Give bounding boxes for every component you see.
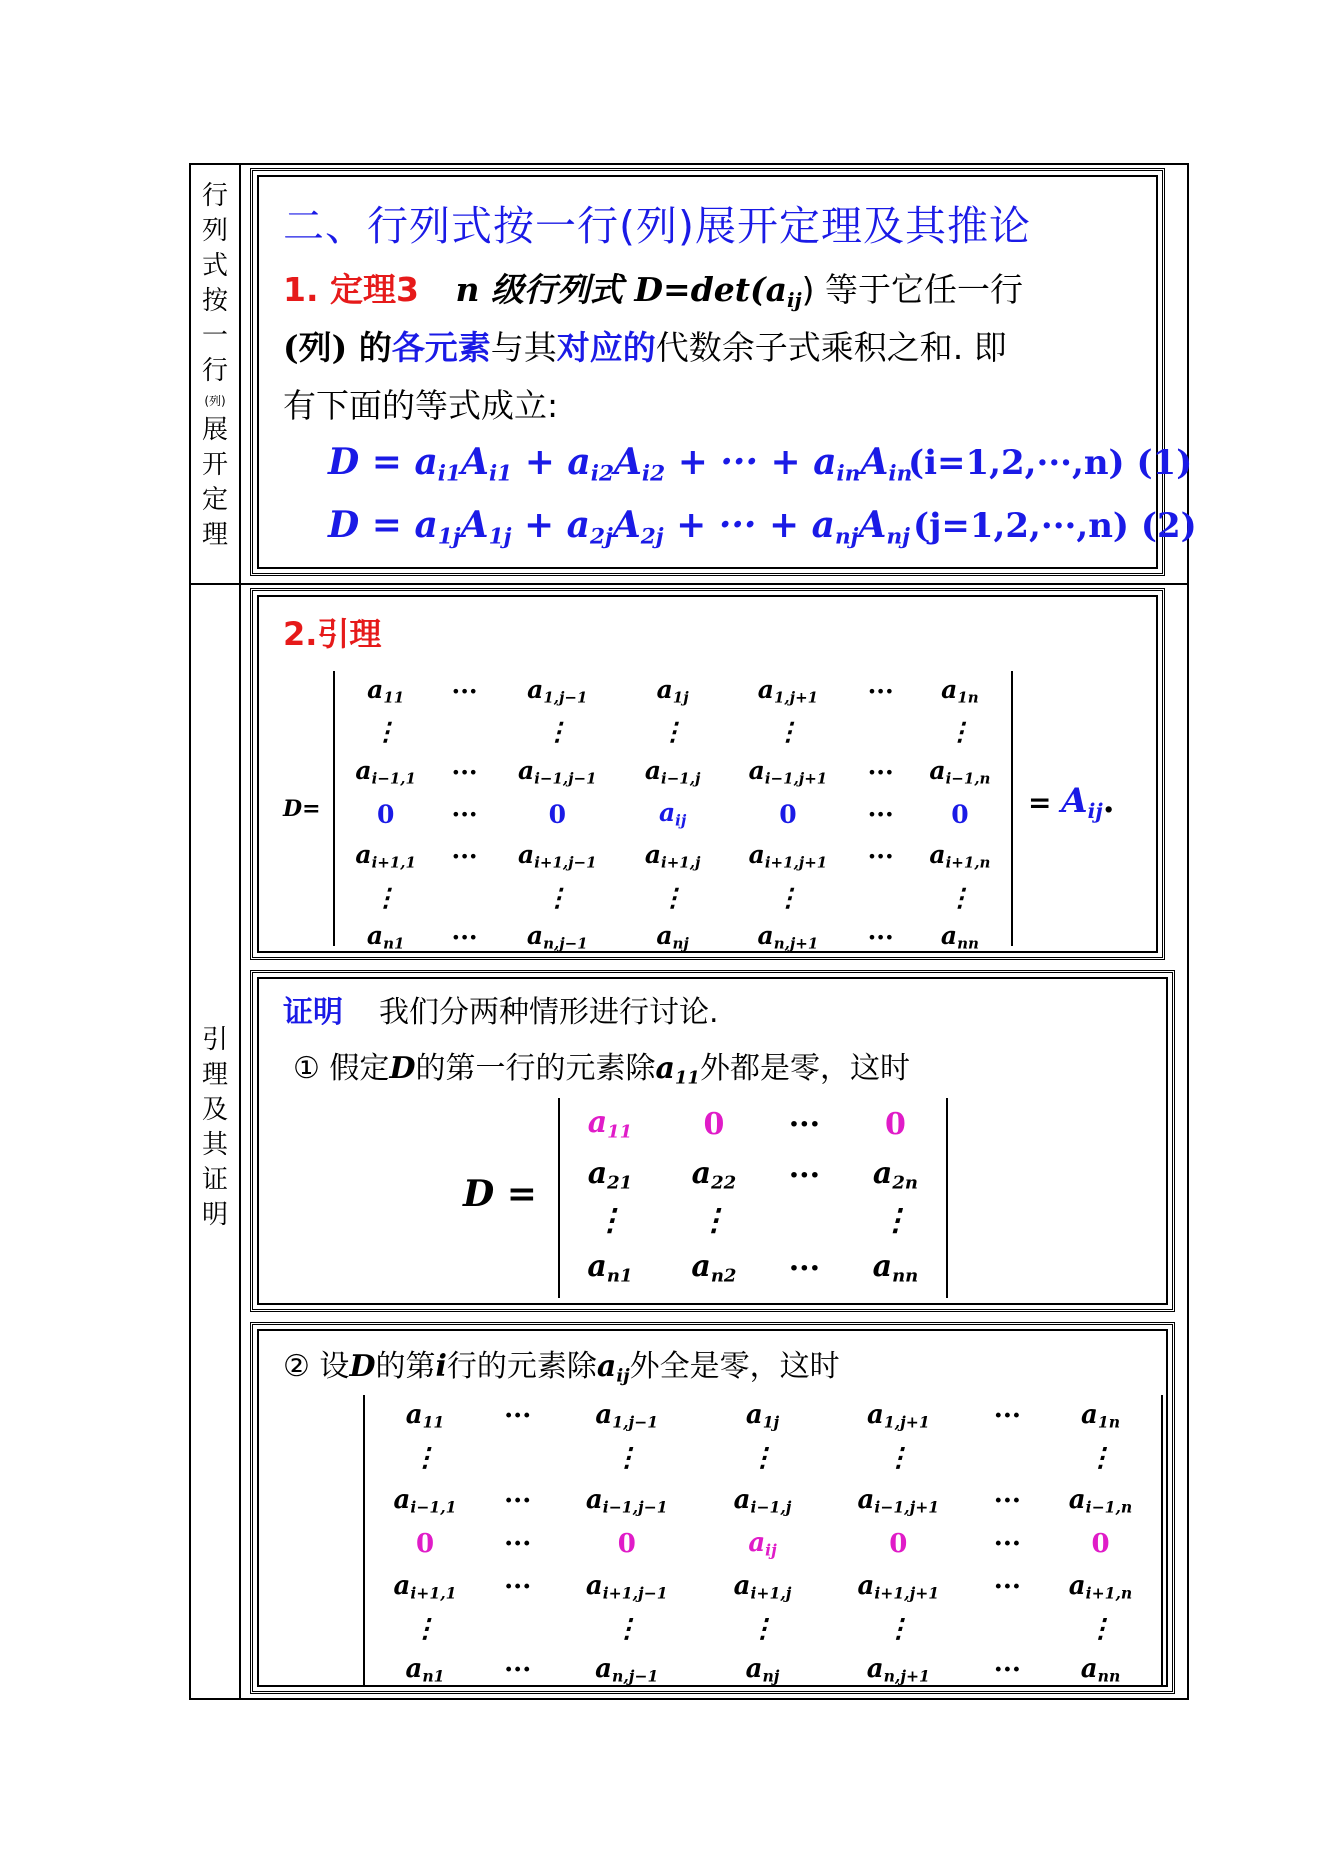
sidebar-char: (列): [204, 394, 226, 408]
sidebar-bottom-label: [191, 1023, 239, 1233]
theorem-label: 1. 定理3: [283, 270, 419, 309]
sidebar-char: 行: [201, 181, 228, 211]
theorem-text-e: 代数余子式乘积之和. 即: [655, 328, 1007, 367]
sidebar-top-label: [191, 179, 239, 553]
det-bar-right: [1011, 671, 1013, 946]
proof-heading-line: [283, 987, 719, 1031]
det-bar-right: [946, 1098, 948, 1298]
column-divider: [239, 165, 241, 1698]
sidebar-char: 开: [201, 450, 228, 480]
formula-2-tag: (j=1,2,···,n) (2): [913, 506, 1197, 546]
theorem-sub: ij: [787, 287, 802, 312]
sidebar-char: 引: [201, 1025, 228, 1055]
case2-line: ② 设D的第i行的元素除$a_{ij}$外全是零，这时: [283, 1349, 840, 1387]
theorem-line-3: 有下面的等式成立:: [283, 386, 559, 425]
proof-label: 证明: [283, 995, 343, 1030]
proof-intro: 我们分两种情形进行讨论.: [379, 995, 719, 1030]
sidebar-char: 行: [201, 356, 228, 386]
formula-column-expansion: $D = a_{1j}A_{1j} + a_{2j}A_{2j}$ + ··· + $a_{nj}A_{nj}$: [328, 504, 910, 550]
formula-1-tag: (i=1,2,···,n) (1): [908, 443, 1193, 483]
proof-case1-panel: [250, 970, 1175, 1312]
case1-line: ① 假定D的第一行的元素除$a_{11}$外都是零，这时: [293, 1051, 910, 1089]
case2-determinant: $a_{11}$ ··· $a_{1,j-1}$ $a_{1j}$ $a_{1,j+1}$ ··· $a_{1n}$ ⋮ ⋮ ⋮ ⋮ ⋮ $a_{i-1,1}$ ··· $a_{i-1,j-1}$ $a_{i-1,j}$ $a_{i-1,j+1}$ ··· $a_{i-1,n}$ 0 ··· 0 $a_{ij}$ 0 ··· 0 $a_{i+1,1}$ ··· $a_{i+1,j-1}$ $a_{i+1,j}$ $a_{i+1,j+1}$ ··· $a_{i+1,n}$ ⋮ ⋮ ⋮ ⋮ ⋮ $a_{n1}$ ··· $a_{n,j-1}$ $a_{nj}$ $a_{n,j+1}$ ··· $a_{nn}$: [363, 1395, 1163, 1687]
sidebar-char: 及: [201, 1095, 228, 1125]
det-bar-right: [1161, 1395, 1163, 1687]
sidebar-char: 列: [201, 216, 228, 246]
sidebar-char: 证: [201, 1165, 228, 1195]
theorem-text-a: n 级行列式 D=det(a: [455, 270, 787, 309]
det-bar-left: [558, 1098, 560, 1298]
formula-row-expansion: $D = a_{i1}A_{i1} + a_{i2}A_{i2}$ + ··· + $a_{in}A_{in}$: [328, 441, 913, 487]
equals-sign: =: [1028, 786, 1062, 819]
sidebar-char: 按: [201, 286, 228, 316]
sidebar-char: 展: [201, 415, 228, 445]
lemma-panel: [250, 588, 1165, 960]
theorem-panel: [250, 168, 1197, 576]
sidebar-char: 理: [201, 520, 228, 550]
theorem-text-b: ) 等于它任一行: [801, 270, 1024, 309]
sidebar-char: 其: [201, 1130, 228, 1160]
case1-determinant: $a_{11}$ 0 ··· 0 $a_{21}$ $a_{22}$ ··· $a_{2n}$ ⋮ ⋮ ⋮ $a_{n1}$ $a_{n2}$ ··· $a_{nn}$: [558, 1098, 948, 1298]
proof-case2-panel: [250, 1322, 1175, 1694]
theorem-line-2: [283, 319, 1007, 377]
sidebar-char: 明: [201, 1200, 228, 1230]
cofactor-aij: $A_{ij}$: [1061, 781, 1103, 824]
row-divider: [191, 583, 1187, 585]
theorem-text-c: (列) 的: [283, 328, 392, 367]
theorem-text-d: 与其: [490, 328, 557, 367]
theorem-statement-start: [455, 270, 802, 312]
lemma-lhs: D=: [283, 796, 321, 822]
det-bar-left: [333, 671, 335, 946]
highlight-corresponding: 对应的: [556, 328, 656, 367]
section-title: 二、行列式按一行(列)展开定理及其推论: [283, 202, 1031, 250]
sidebar-char: 定: [201, 485, 228, 515]
highlight-each-element: 各元素: [391, 328, 491, 367]
sidebar-char: 式: [201, 251, 228, 281]
det-bar-left: [363, 1395, 365, 1687]
sidebar-char: 理: [201, 1060, 228, 1090]
case1-lhs: D =: [463, 1173, 537, 1215]
lemma-label: 2.引理: [283, 615, 382, 653]
rhs-period: .: [1102, 781, 1115, 821]
lemma-rhs: [1028, 781, 1115, 823]
sidebar-char: 一: [201, 321, 228, 351]
lemma-determinant: $a_{11}$ ··· $a_{1,j-1}$ $a_{1j}$ $a_{1,j+1}$ ··· $a_{1n}$ ⋮ ⋮ ⋮ ⋮ ⋮ $a_{i-1,1}$ ··· $a_{i-1,j-1}$ $a_{i-1,j}$ $a_{i-1,j+1}$ ··· $a_{i-1,n}$ 0 ··· 0 $a_{ij}$ 0 ··· 0 $a_{i+1,1}$ ··· $a_{i+1,j-1}$ $a_{i+1,j}$ $a_{i+1,j+1}$ ··· $a_{i+1,n}$ ⋮ ⋮ ⋮ ⋮ ⋮ $a_{n1}$ ··· $a_{n,j-1}$ $a_{nj}$ $a_{n,j+1}$ ··· $a_{nn}$: [333, 671, 1013, 946]
